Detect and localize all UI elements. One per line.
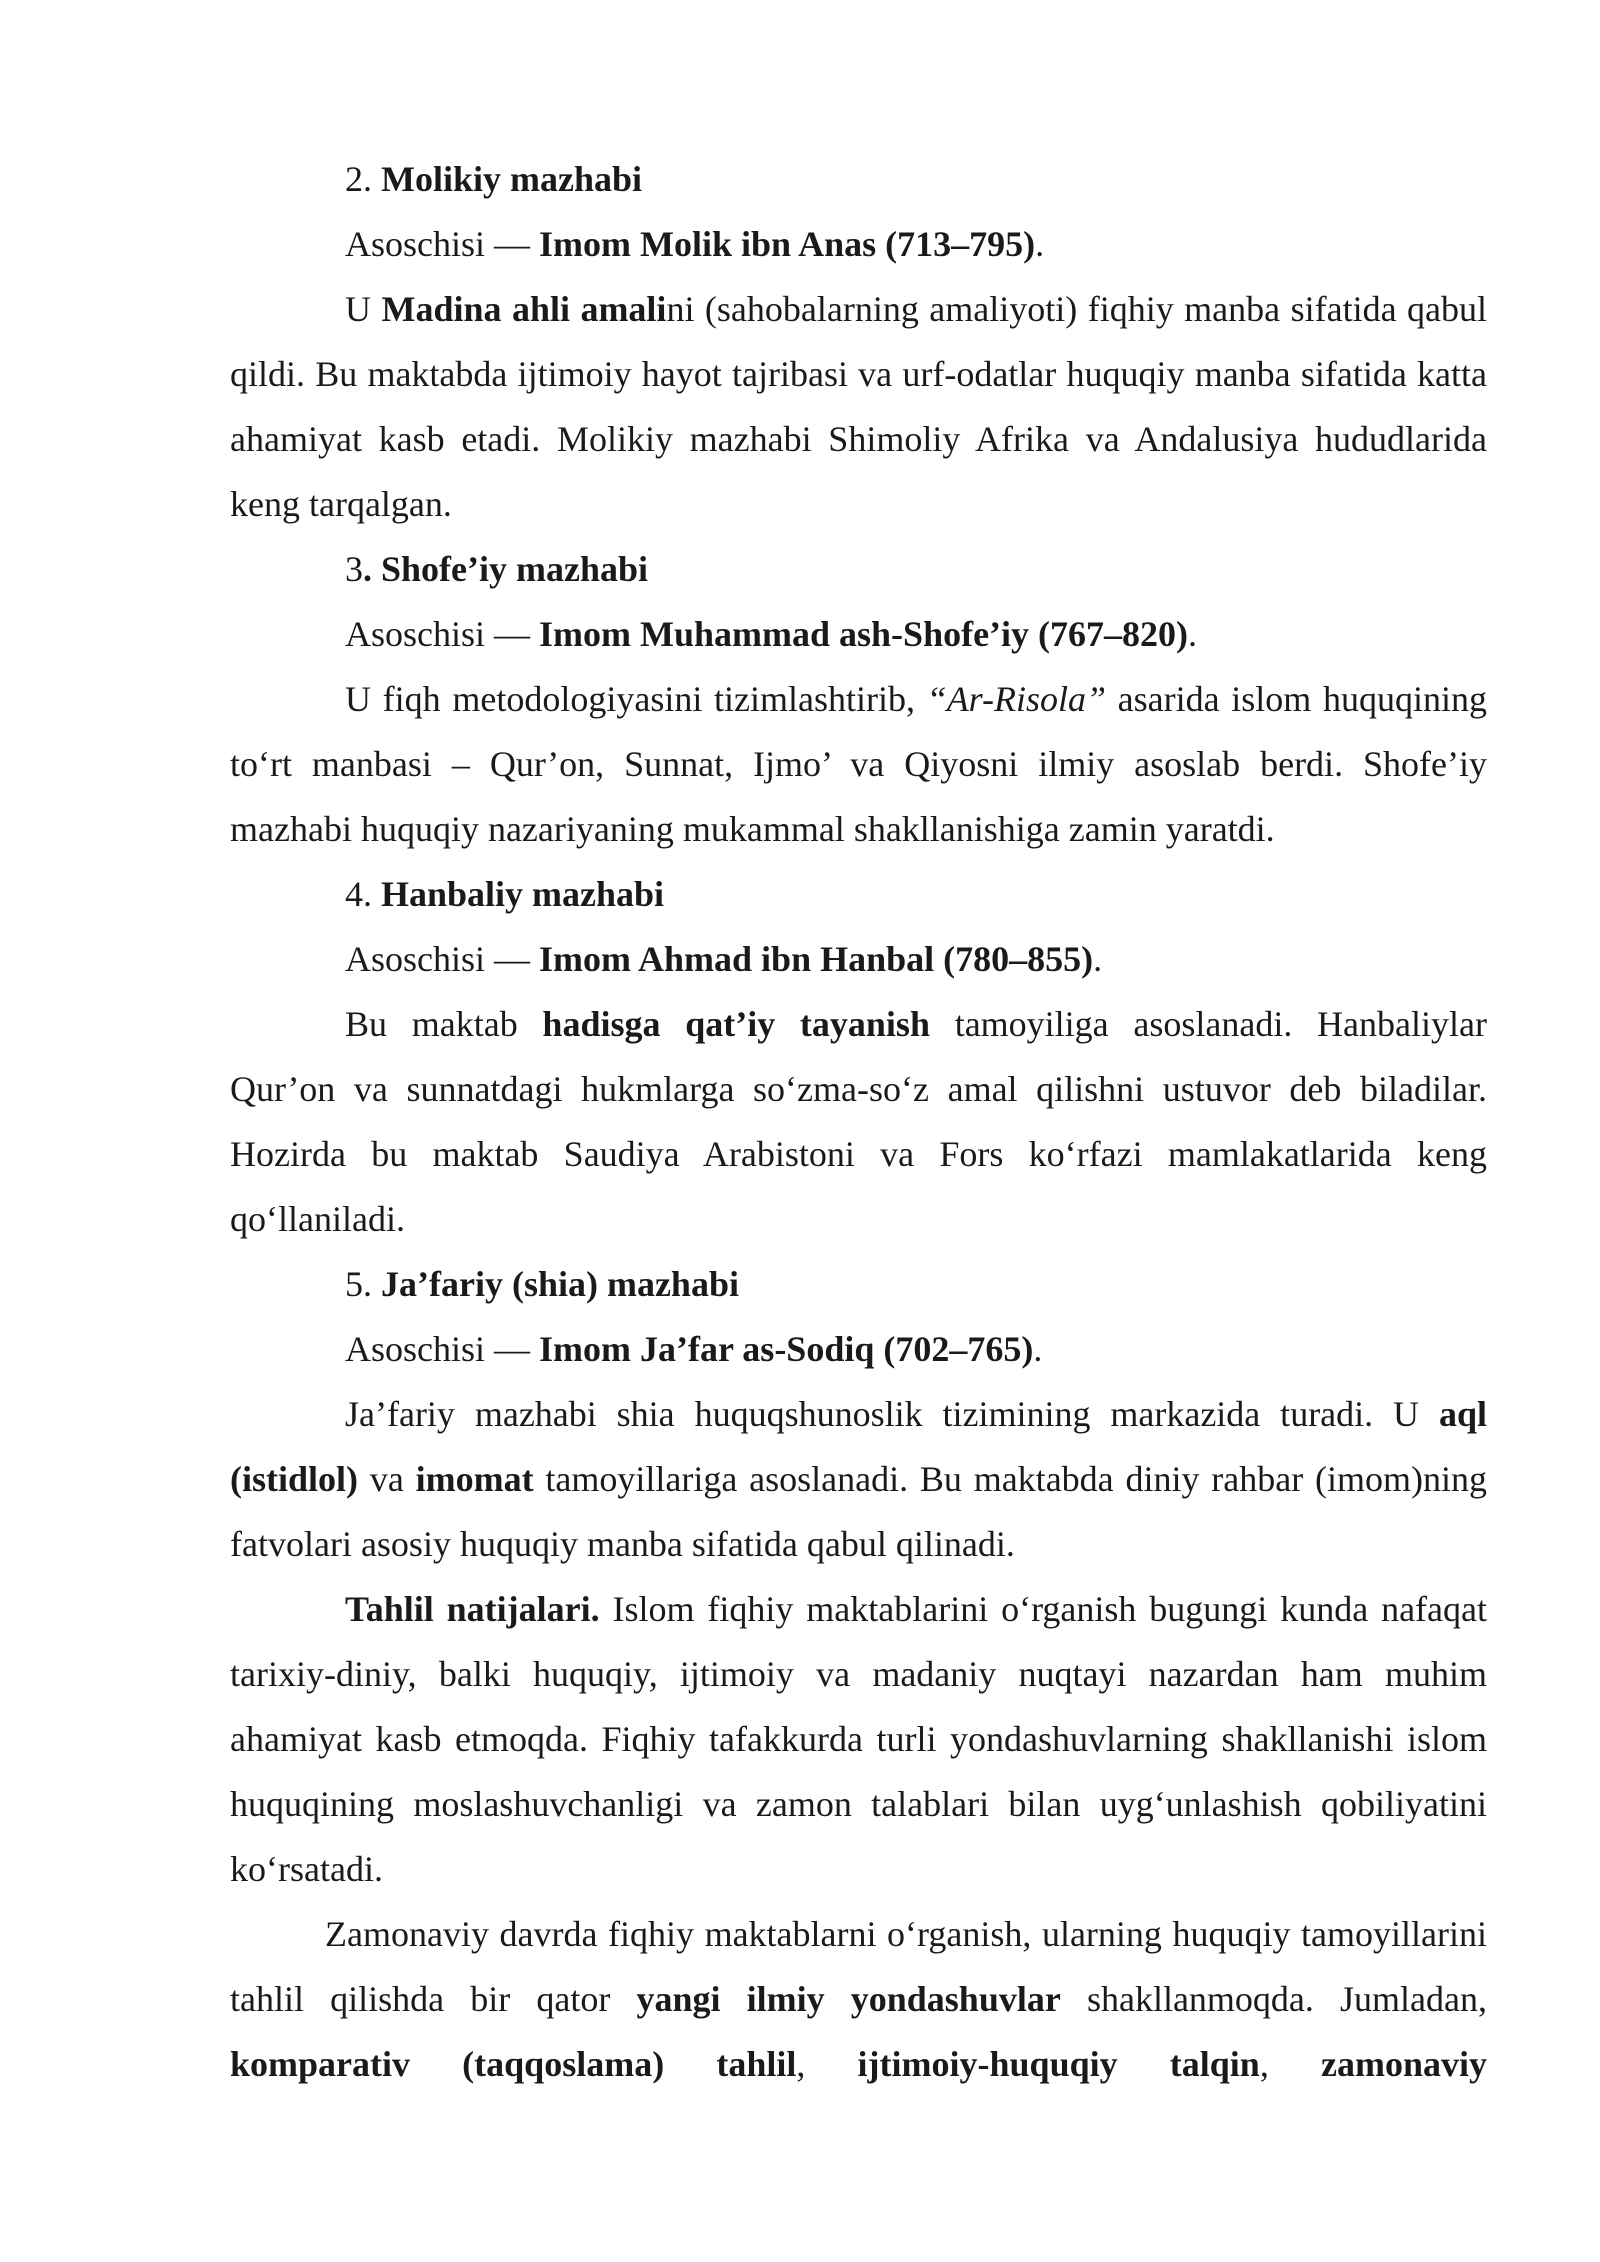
paragraph-analysis [230,1577,1487,1902]
text-run: U fiqh metodologiyasini tizimlashtirib, [345,679,927,719]
text-run: ni (sahobalarning amaliyoti) fiqhiy manba sifatida qabul qildi. Bu maktabda ijtimoiy hayot tajribasi va urf-odatlar huquqiy manba sifatida katta ahamiyat kasb etadi. Molikiy mazhabi Shimoliy Afrika va Andalusiya hududlarida keng tarqalgan. [230,289,1487,524]
bold-run: Madina ahli amali [381,289,667,329]
text-run: Islom fiqhiy maktablarini o‘rganish bugungi kunda nafaqat tarixiy-diniy, balki huquqiy, ijtimoiy va madaniy nuqtayi nazardan ham muhim ahamiyat kasb etmoqda. Fiqhiy tafakkurda turli yondashuvlarning shakllanishi islom huquqining moslashuvchanligi va zamon talablari bilan uyg‘unlashish qobiliyatini ko‘rsatadi. [230,1589,1487,1889]
text-run: tamoyillariga asoslanadi. Bu maktabda diniy rahbar (imom)ning fatvolari asosiy huquqiy manba sifatida qabul qilinadi. [230,1459,1487,1564]
section-heading-jafariy [230,1252,1487,1317]
founder-line-jafariy [230,1317,1487,1382]
section-heading-hanbaliy [230,862,1487,927]
italic-run: “Ar-Risola” [926,679,1106,719]
bold-run: zamonaviy [1321,2044,1487,2084]
section-title: Molikiy mazhabi [381,159,643,199]
bold-run: hadisga qat’iy tayanish [542,1004,930,1044]
paragraph-molikiy [230,277,1487,537]
text-run: Ja’fariy mazhabi shia huquqshunoslik tizimining markazida turadi. U [345,1394,1439,1434]
text-run: , [796,2044,858,2084]
founder-prefix: Asoschisi — [345,224,540,264]
analysis-label: Tahlil natijalari. [345,1589,600,1629]
bold-run: imomat [415,1459,534,1499]
bold-run: yangi ilmiy yondashuvlar [636,1979,1061,2019]
founder-line-hanbaliy [230,927,1487,992]
section-title: Ja’fariy (shia) mazhabi [381,1264,739,1304]
section-number: 5. [345,1264,381,1304]
section-title: . Shofe’iy mazhabi [363,549,649,589]
founder-name: Imom Ahmad ibn Hanbal (780–855) [539,939,1094,979]
section-title: Hanbaliy mazhabi [381,874,665,914]
founder-prefix: Asoschisi — [345,939,540,979]
text-run: Zamonaviy davrda fiqhiy maktablarni o‘rganish, ularning huquqiy tamoyillarini tahlil qilishda bir qator [230,1914,1487,2019]
founder-name: Imom Muhammad ash-Shofe’iy (767–820) [539,614,1189,654]
founder-end: . [1093,939,1103,979]
text-run: U [345,289,382,329]
text-run: tamoyiliga asoslanadi. Hanbaliylar Qur’on va sunnatdagi hukmlarga so‘zma-so‘z amal qilishni ustuvor deb biladilar. Hozirda bu maktab Saudiya Arabistoni va Fors ko‘rfazi mamlakatlarida keng qo‘llaniladi. [230,1004,1487,1239]
founder-end: . [1033,1329,1043,1369]
text-run: asarida islom huquqining to‘rt manbasi – Qur’on, Sunnat, Ijmo’ va Qiyosni ilmiy asoslab berdi. Shofe’iy mazhabi huquqiy nazariyaning mukammal shakllanishiga zamin yaratdi. [230,679,1487,849]
founder-prefix: Asoschisi — [345,1329,540,1369]
founder-line-molikiy [230,212,1487,277]
bold-run: ijtimoiy-huquqiy talqin [857,2044,1260,2084]
section-number: 4. [345,874,381,914]
founder-prefix: Asoschisi — [345,614,540,654]
founder-line-shofeiy [230,602,1487,667]
founder-end: . [1035,224,1045,264]
document-page [230,147,1487,2097]
section-number: 2. [345,159,381,199]
bold-run: aql (istidlol) [230,1394,1487,1499]
paragraph-modern [230,1902,1487,2097]
section-heading-molikiy [230,147,1487,212]
text-run: shakllanmoqda. Jumladan, [1060,1979,1488,2019]
section-heading-shofeiy [230,537,1487,602]
founder-name: Imom Molik ibn Anas (713–795) [539,224,1036,264]
founder-end: . [1188,614,1198,654]
paragraph-hanbaliy [230,992,1487,1252]
text-run: Bu maktab [345,1004,543,1044]
paragraph-jafariy [230,1382,1487,1577]
section-number: 3 [345,549,363,589]
text-run: , [1259,2044,1321,2084]
paragraph-shofeiy [230,667,1487,862]
bold-run: komparativ (taqqoslama) tahlil [230,2044,797,2084]
founder-name: Imom Ja’far as-Sodiq (702–765) [539,1329,1034,1369]
text-run: va [358,1459,416,1499]
